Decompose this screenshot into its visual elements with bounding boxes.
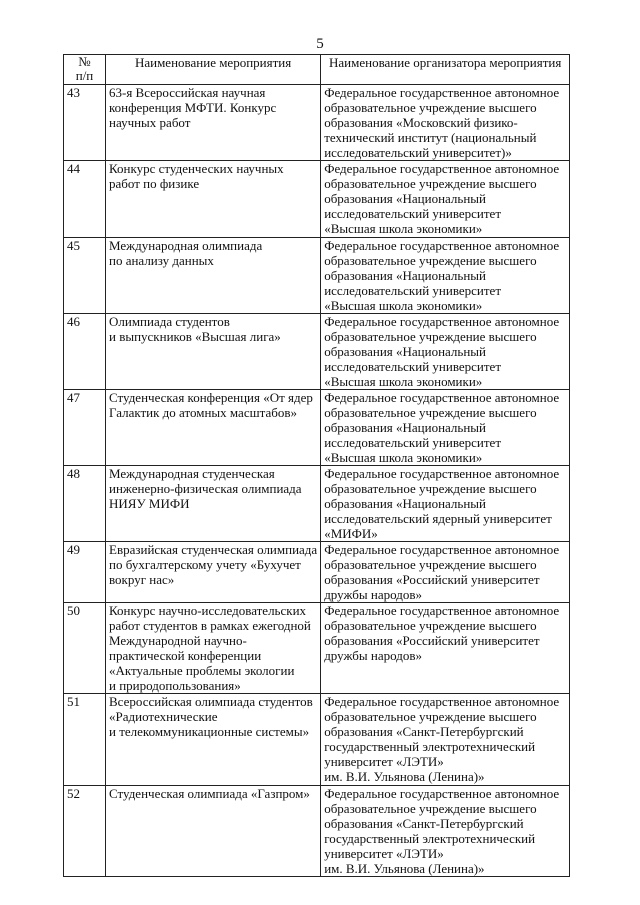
event-name-line: Международная олимпиада [109, 238, 263, 253]
organizer-line: университет «ЛЭТИ» [324, 846, 444, 861]
table-row [64, 786, 570, 877]
event-name-cell [106, 466, 321, 542]
organizer-line: образования «Санкт-Петербургский [324, 724, 524, 739]
table-row [64, 542, 570, 603]
organizer-cell [321, 161, 570, 238]
event-name-line: Международная студенческая [109, 466, 275, 481]
organizer-line: образования «Московский физико- [324, 115, 518, 130]
event-name-line: по бухгалтерскому учету «Бухучет [109, 557, 301, 572]
event-name-line: по анализу данных [109, 253, 214, 268]
organizer-line: образования «Российский университет [324, 572, 540, 587]
organizer-cell [321, 542, 570, 603]
event-name-line: Студенческая конференция «От ядер [109, 390, 313, 405]
table-row [64, 161, 570, 238]
event-name-line: работ студентов в рамках ежегодной [109, 618, 311, 633]
organizer-cell [321, 238, 570, 314]
organizer-line: исследовательский университет)» [324, 145, 512, 160]
event-name-line: и выпускников «Высшая лига» [109, 329, 281, 344]
event-name-cell [106, 603, 321, 694]
organizer-line: образовательное учреждение высшего [324, 329, 537, 344]
organizer-line: «Высшая школа экономики» [324, 298, 483, 313]
row-number: 52 [64, 786, 106, 877]
organizer-cell [321, 85, 570, 161]
organizer-line: Федеральное государственное автономное [324, 85, 560, 100]
organizer-line: образовательное учреждение высшего [324, 709, 537, 724]
event-name-cell [106, 314, 321, 390]
organizer-line: «Высшая школа экономики» [324, 374, 483, 389]
organizer-line: Федеральное государственное автономное [324, 466, 560, 481]
table-row [64, 603, 570, 694]
organizer-line: образовательное учреждение высшего [324, 618, 537, 633]
event-name-cell [106, 161, 321, 238]
organizer-line: дружбы народов» [324, 648, 422, 663]
row-number: 47 [64, 390, 106, 466]
organizer-line: государственный электротехнический [324, 739, 536, 754]
organizer-line: им. В.И. Ульянова (Ленина)» [324, 861, 485, 876]
organizer-line: университет «ЛЭТИ» [324, 754, 444, 769]
row-number: 51 [64, 694, 106, 786]
organizer-line: образования «Национальный [324, 344, 486, 359]
event-name-cell [106, 786, 321, 877]
organizer-line: образовательное учреждение высшего [324, 253, 537, 268]
event-name-line: НИЯУ МИФИ [109, 496, 190, 511]
header-organizer-name: Наименование организатора мероприятия [321, 55, 570, 85]
organizer-line: Федеральное государственное автономное [324, 603, 560, 618]
organizer-line: Федеральное государственное автономное [324, 694, 560, 709]
organizer-line: образования «Национальный [324, 420, 486, 435]
page-number: 5 [316, 36, 324, 52]
organizer-line: образовательное учреждение высшего [324, 557, 537, 572]
organizer-line: исследовательский университет [324, 359, 502, 374]
row-number: 45 [64, 238, 106, 314]
table-row [64, 390, 570, 466]
row-number: 46 [64, 314, 106, 390]
row-number: 48 [64, 466, 106, 542]
event-name-line: Евразийская студенческая олимпиада [109, 542, 318, 557]
organizer-line: образования «Российский университет [324, 633, 540, 648]
row-number: 49 [64, 542, 106, 603]
event-name-line: научных работ [109, 115, 191, 130]
organizer-cell [321, 466, 570, 542]
header-number [64, 55, 106, 85]
organizer-line: Федеральное государственное автономное [324, 161, 560, 176]
organizer-line: образовательное учреждение высшего [324, 176, 537, 191]
organizer-cell [321, 314, 570, 390]
organizer-cell [321, 694, 570, 786]
organizer-line: Федеральное государственное автономное [324, 238, 560, 253]
organizer-cell [321, 786, 570, 877]
organizer-cell [321, 603, 570, 694]
event-name-line: «Радиотехнические [109, 709, 218, 724]
event-name-line: Всероссийская олимпиада студентов [109, 694, 313, 709]
header-number-symbol: № [78, 54, 91, 69]
organizer-line: «Высшая школа экономики» [324, 221, 483, 236]
organizer-line: образования «Национальный [324, 268, 486, 283]
organizer-cell [321, 390, 570, 466]
event-name-line: Олимпиада студентов [109, 314, 230, 329]
table-row [64, 314, 570, 390]
organizer-line: образования «Национальный [324, 496, 486, 511]
event-name-line: вокруг нас» [109, 572, 175, 587]
organizer-line: исследовательский университет [324, 283, 502, 298]
event-name-line: конференция МФТИ. Конкурс [109, 100, 277, 115]
events-table [63, 54, 570, 877]
event-name-cell [106, 238, 321, 314]
row-number: 43 [64, 85, 106, 161]
organizer-line: государственный электротехнический [324, 831, 536, 846]
event-name-line: практической конференции [109, 648, 262, 663]
organizer-line: образовательное учреждение высшего [324, 801, 537, 816]
organizer-line: исследовательский университет [324, 435, 502, 450]
organizer-line: Федеральное государственное автономное [324, 314, 560, 329]
organizer-line: Федеральное государственное автономное [324, 390, 560, 405]
organizer-line: им. В.И. Ульянова (Ленина)» [324, 769, 485, 784]
table-row [64, 694, 570, 786]
organizer-line: исследовательский ядерный университет [324, 511, 552, 526]
event-name-line: Галактик до атомных масштабов» [109, 405, 297, 420]
event-name-line: Студенческая олимпиада «Газпром» [109, 786, 310, 801]
event-name-cell [106, 542, 321, 603]
row-number: 50 [64, 603, 106, 694]
organizer-line: «МИФИ» [324, 526, 378, 541]
organizer-line: исследовательский университет [324, 206, 502, 221]
table-row [64, 85, 570, 161]
row-number: 44 [64, 161, 106, 238]
event-name-line: инженерно-физическая олимпиада [109, 481, 302, 496]
organizer-line: «Высшая школа экономики» [324, 450, 483, 465]
event-name-line: «Актуальные проблемы экологии [109, 663, 295, 678]
event-name-line: и телекоммуникационные системы» [109, 724, 310, 739]
table-row [64, 466, 570, 542]
event-name-cell [106, 85, 321, 161]
header-number-abbrev: п/п [75, 68, 94, 83]
organizer-line: Федеральное государственное автономное [324, 786, 560, 801]
organizer-line: образования «Санкт-Петербургский [324, 816, 524, 831]
event-name-cell [106, 694, 321, 786]
event-name-line: и природопользования» [109, 678, 241, 693]
table-row [64, 238, 570, 314]
organizer-line: дружбы народов» [324, 587, 422, 602]
event-name-cell [106, 390, 321, 466]
organizer-line: образовательное учреждение высшего [324, 481, 537, 496]
header-event-name: Наименование мероприятия [106, 55, 321, 85]
event-name-line: Конкурс студенческих научных [109, 161, 284, 176]
organizer-line: образовательное учреждение высшего [324, 100, 537, 115]
organizer-line: Федеральное государственное автономное [324, 542, 560, 557]
event-name-line: 63-я Всероссийская научная [109, 85, 266, 100]
event-name-line: Международной научно- [109, 633, 247, 648]
event-name-line: работ по физике [109, 176, 200, 191]
organizer-line: технический институт (национальный [324, 130, 537, 145]
organizer-line: образовательное учреждение высшего [324, 405, 537, 420]
event-name-line: Конкурс научно-исследовательских [109, 603, 307, 618]
organizer-line: образования «Национальный [324, 191, 486, 206]
table-header-row [64, 55, 570, 85]
